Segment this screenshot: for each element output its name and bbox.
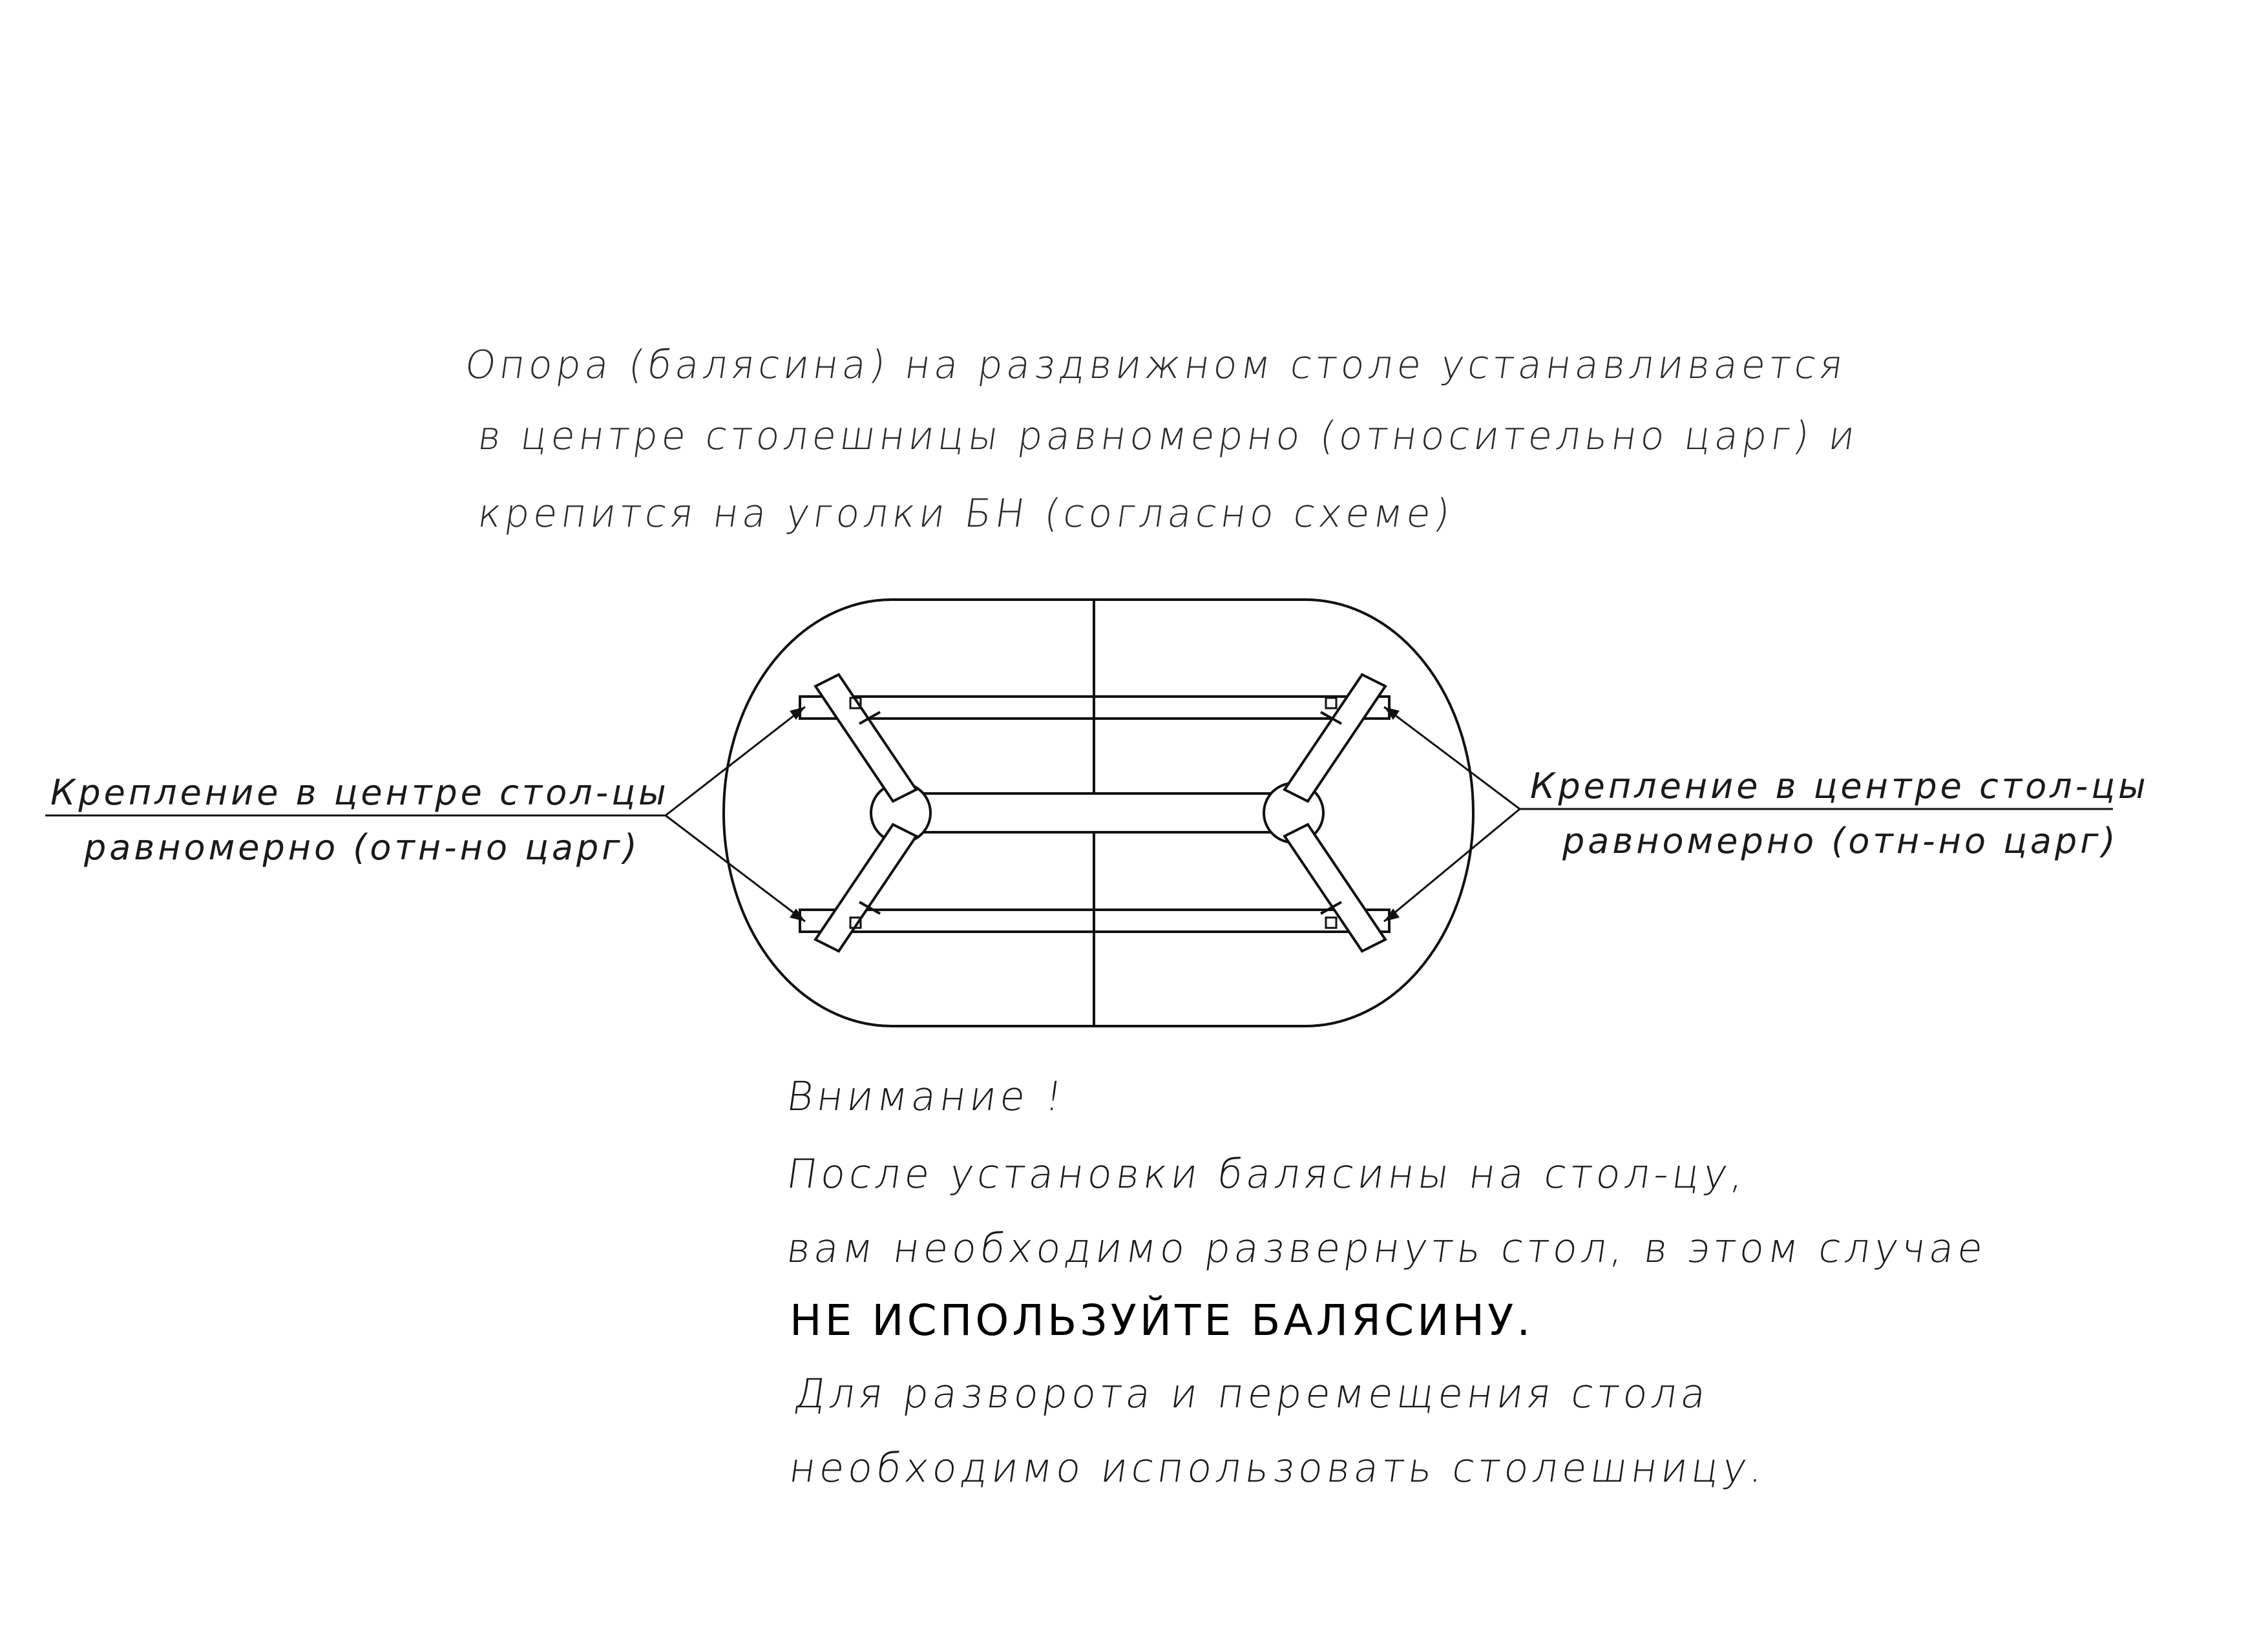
warning-line-1: После установки балясины на стол-цу, bbox=[783, 1150, 1751, 1197]
right-leg-upper bbox=[1285, 675, 1385, 801]
callout-right-arrow-top bbox=[1384, 707, 1520, 809]
warning-line-5: необходимо использовать столешницу. bbox=[786, 1444, 1770, 1491]
callout-left-arrow-top bbox=[666, 707, 805, 815]
callout-left-line-2: равномерно (отн-но царг) bbox=[84, 827, 640, 868]
callout-right-line-1: Крепление в центре стол-цы bbox=[1530, 766, 2149, 806]
bracket-right-bottom bbox=[1326, 918, 1336, 928]
warning-line-3: НЕ ИСПОЛЬЗУЙТЕ БАЛЯСИНУ. bbox=[790, 1296, 1534, 1345]
warning-line-4: Для разворота и перемещения стола bbox=[791, 1370, 1713, 1417]
callout-right-arrow-bottom bbox=[1384, 809, 1520, 921]
intro-line-2: в центре столешницы равномерно (относительно царг) и bbox=[475, 414, 1862, 459]
callout-left-arrow-bottom bbox=[666, 815, 805, 921]
bracket-right-top bbox=[1326, 698, 1336, 708]
callout-left-line-1: Крепление в центре стол-цы bbox=[50, 772, 669, 813]
central-beam bbox=[924, 793, 1290, 832]
intro-line-3: крепится на уголки БН (согласно схеме) bbox=[475, 491, 1457, 536]
intro-line-1: Опора (балясина) на раздвижном столе устанавливается bbox=[462, 342, 1850, 388]
callout-right-line-2: равномерно (отн-но царг) bbox=[1562, 821, 2119, 861]
warning-line-2: вам необходимо развернуть стол, в этом случае bbox=[783, 1224, 1990, 1272]
left-leg-upper bbox=[815, 675, 916, 801]
warning-heading: Внимание ! bbox=[783, 1073, 1069, 1120]
